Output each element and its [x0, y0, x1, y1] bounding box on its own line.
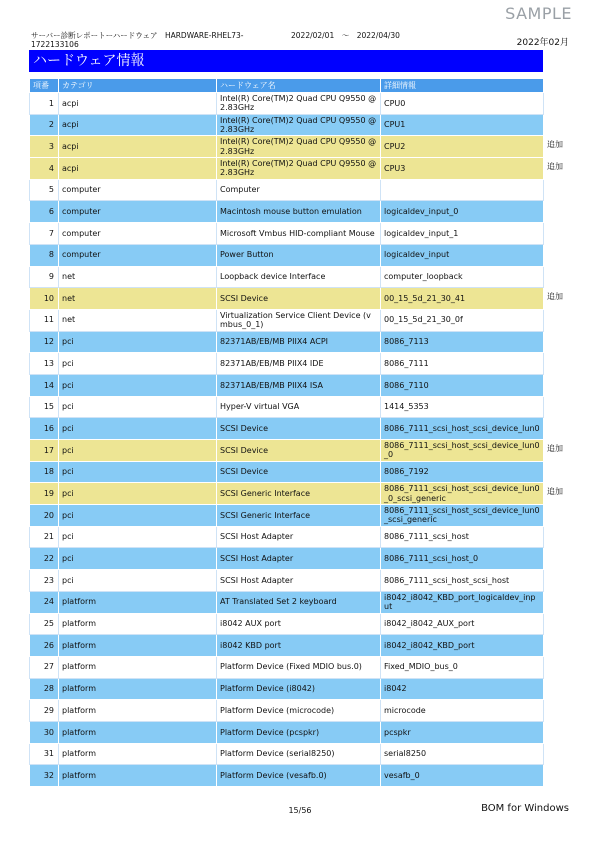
cell-hardware-name: Microsoft Vmbus HID-compliant Mouse: [217, 223, 381, 245]
cell-detail: 8086_7111_scsi_host_scsi_device_lun0: [381, 418, 544, 440]
cell-hardware-name: 82371AB/EB/MB PIIX4 ACPI: [217, 331, 381, 353]
cell-hardware-name: SCSI Device: [217, 418, 381, 440]
cell-no: 21: [30, 526, 59, 548]
table-row: [30, 396, 544, 418]
cell-hardware-name: i8042 KBD port: [217, 635, 381, 657]
notes-column: [547, 91, 577, 785]
row-note: [547, 460, 577, 482]
cell-detail: CPU3: [381, 158, 544, 180]
row-note: [547, 525, 577, 547]
cell-no: 31: [30, 743, 59, 765]
cell-no: 12: [30, 331, 59, 353]
cell-category: pci: [59, 526, 217, 548]
cell-category: platform: [59, 635, 217, 657]
table-row: [30, 613, 544, 635]
cell-detail: 8086_7113: [381, 331, 544, 353]
cell-category: platform: [59, 765, 217, 787]
cell-category: platform: [59, 743, 217, 765]
table-row: [30, 635, 544, 657]
cell-detail: serial8250: [381, 743, 544, 765]
row-note: 追加: [547, 140, 563, 150]
cell-category: acpi: [59, 136, 217, 158]
cell-no: 11: [30, 309, 59, 331]
cell-category: pci: [59, 331, 217, 353]
cell-category: pci: [59, 570, 217, 592]
row-note: [547, 763, 577, 785]
cell-category: platform: [59, 656, 217, 678]
row-note: [547, 351, 577, 373]
cell-no: 25: [30, 613, 59, 635]
cell-detail: pcspkr: [381, 721, 544, 743]
hardware-table: [29, 78, 544, 787]
cell-no: 17: [30, 440, 59, 462]
cell-category: computer: [59, 179, 217, 201]
cell-detail: vesafb_0: [381, 765, 544, 787]
cell-detail: i8042_i8042_KBD_port: [381, 635, 544, 657]
cell-no: 18: [30, 461, 59, 483]
cell-detail: 1414_5353: [381, 396, 544, 418]
row-note: [547, 655, 577, 677]
cell-hardware-name: Hyper-V virtual VGA: [217, 396, 381, 418]
cell-hardware-name: Intel(R) Core(TM)2 Quad CPU Q9550 @ 2.83GHz: [217, 114, 381, 136]
cell-no: 2: [30, 114, 59, 136]
cell-category: platform: [59, 678, 217, 700]
cell-no: 4: [30, 158, 59, 180]
cell-no: 29: [30, 700, 59, 722]
cell-no: 32: [30, 765, 59, 787]
cell-detail: CPU2: [381, 136, 544, 158]
table-row: [30, 526, 544, 548]
table-row: [30, 591, 544, 613]
cell-category: platform: [59, 591, 217, 613]
cell-category: acpi: [59, 93, 217, 115]
report-month: 2022年02月: [516, 38, 569, 48]
table-row: [30, 440, 544, 462]
table-row: [30, 244, 544, 266]
table-row: [30, 765, 544, 787]
table-row: [30, 461, 544, 483]
cell-hardware-name: Platform Device (microcode): [217, 700, 381, 722]
cell-category: pci: [59, 396, 217, 418]
cell-no: 23: [30, 570, 59, 592]
cell-category: pci: [59, 483, 217, 505]
cell-detail: logicaldev_input_1: [381, 223, 544, 245]
cell-no: 27: [30, 656, 59, 678]
cell-detail: 8086_7111_scsi_host_scsi_host: [381, 570, 544, 592]
cell-no: 28: [30, 678, 59, 700]
row-note: 追加: [547, 162, 563, 172]
cell-no: 24: [30, 591, 59, 613]
row-note: 追加: [547, 292, 563, 302]
table-row: [30, 721, 544, 743]
page-number: 15/56: [288, 806, 312, 815]
table-row: [30, 418, 544, 440]
cell-detail: logicaldev_input: [381, 244, 544, 266]
cell-detail: i8042: [381, 678, 544, 700]
cell-detail: [381, 179, 544, 201]
cell-category: net: [59, 266, 217, 288]
table-row: [30, 656, 544, 678]
row-note: [547, 330, 577, 352]
table-row: [30, 678, 544, 700]
cell-detail: 8086_7111_scsi_host_scsi_device_lun0_0: [381, 440, 544, 462]
cell-hardware-name: Intel(R) Core(TM)2 Quad CPU Q9550 @ 2.83GHz: [217, 158, 381, 180]
section-banner: ハードウェア情報: [29, 50, 543, 72]
row-note: [547, 416, 577, 438]
cell-hardware-name: Loopback device Interface: [217, 266, 381, 288]
cell-category: computer: [59, 223, 217, 245]
cell-hardware-name: Platform Device (pcspkr): [217, 721, 381, 743]
cell-detail: microcode: [381, 700, 544, 722]
cell-detail: 8086_7192: [381, 461, 544, 483]
row-note: [547, 742, 577, 764]
cell-hardware-name: SCSI Device: [217, 288, 381, 310]
cell-no: 26: [30, 635, 59, 657]
cell-detail: logicaldev_input_0: [381, 201, 544, 223]
row-note: [547, 503, 577, 525]
cell-category: acpi: [59, 114, 217, 136]
cell-detail: 8086_7111: [381, 353, 544, 375]
cell-detail: 00_15_5d_21_30_0f: [381, 309, 544, 331]
cell-no: 16: [30, 418, 59, 440]
cell-detail: CPU0: [381, 93, 544, 115]
table-row: [30, 483, 544, 505]
cell-no: 5: [30, 179, 59, 201]
cell-category: platform: [59, 700, 217, 722]
column-header-no: 項番: [30, 79, 59, 93]
cell-no: 19: [30, 483, 59, 505]
row-note: [547, 265, 577, 287]
cell-no: 8: [30, 244, 59, 266]
table-row: [30, 158, 544, 180]
table-row: [30, 505, 544, 527]
cell-hardware-name: Platform Device (vesafb.0): [217, 765, 381, 787]
cell-detail: computer_loopback: [381, 266, 544, 288]
table-row: [30, 266, 544, 288]
row-note: [547, 308, 577, 330]
cell-hardware-name: SCSI Generic Interface: [217, 505, 381, 527]
cell-no: 30: [30, 721, 59, 743]
cell-hardware-name: SCSI Device: [217, 440, 381, 462]
table-row: [30, 331, 544, 353]
cell-no: 9: [30, 266, 59, 288]
table-row: [30, 179, 544, 201]
sample-watermark: SAMPLE: [505, 4, 572, 23]
footer-brand: BOM for Windows: [481, 803, 569, 814]
cell-no: 20: [30, 505, 59, 527]
row-note: [547, 590, 577, 612]
row-note: 追加: [547, 487, 563, 497]
cell-no: 22: [30, 548, 59, 570]
cell-hardware-name: SCSI Host Adapter: [217, 548, 381, 570]
column-header-detail: 詳細情報: [381, 79, 544, 93]
table-row: [30, 223, 544, 245]
row-note: [547, 178, 577, 200]
table-body: [30, 93, 544, 787]
cell-detail: 00_15_5d_21_30_41: [381, 288, 544, 310]
cell-detail: 8086_7111_scsi_host_0: [381, 548, 544, 570]
cell-hardware-name: Platform Device (serial8250): [217, 743, 381, 765]
column-header-hardware-name: ハードウェア名: [217, 79, 381, 93]
column-header-category: カテゴリ: [59, 79, 217, 93]
cell-hardware-name: SCSI Host Adapter: [217, 526, 381, 548]
cell-category: computer: [59, 201, 217, 223]
cell-no: 7: [30, 223, 59, 245]
cell-category: computer: [59, 244, 217, 266]
cell-category: acpi: [59, 158, 217, 180]
cell-hardware-name: Virtualization Service Client Device (vmbus_0_1): [217, 309, 381, 331]
row-note: [547, 720, 577, 742]
cell-hardware-name: Intel(R) Core(TM)2 Quad CPU Q9550 @ 2.83GHz: [217, 136, 381, 158]
cell-category: platform: [59, 721, 217, 743]
table-row: [30, 700, 544, 722]
cell-no: 14: [30, 374, 59, 396]
table-row: [30, 114, 544, 136]
cell-category: pci: [59, 440, 217, 462]
table-header-row: [30, 79, 544, 93]
table-row: [30, 288, 544, 310]
report-title: サーバー診断レポートーハードウェア HARDWARE-RHEL73-1722133106: [31, 31, 244, 49]
table-row: [30, 309, 544, 331]
cell-detail: 8086_7111_scsi_host: [381, 526, 544, 548]
cell-no: 6: [30, 201, 59, 223]
cell-category: pci: [59, 505, 217, 527]
cell-hardware-name: SCSI Generic Interface: [217, 483, 381, 505]
cell-category: pci: [59, 418, 217, 440]
table-row: [30, 374, 544, 396]
cell-hardware-name: SCSI Host Adapter: [217, 570, 381, 592]
date-range: 2022/02/01 ～ 2022/04/30: [291, 31, 400, 40]
cell-hardware-name: Platform Device (i8042): [217, 678, 381, 700]
table-row: [30, 743, 544, 765]
cell-category: pci: [59, 548, 217, 570]
cell-detail: i8042_i8042_AUX_port: [381, 613, 544, 635]
cell-hardware-name: AT Translated Set 2 keyboard: [217, 591, 381, 613]
table-row: [30, 570, 544, 592]
row-note: [547, 199, 577, 221]
table-row: [30, 548, 544, 570]
cell-no: 1: [30, 93, 59, 115]
cell-detail: CPU1: [381, 114, 544, 136]
row-note: [547, 568, 577, 590]
table-row: [30, 353, 544, 375]
cell-detail: 8086_7111_scsi_host_scsi_device_lun0_0_scsi_generic: [381, 483, 544, 505]
cell-detail: i8042_i8042_KBD_port_logicaldev_input: [381, 591, 544, 613]
cell-no: 13: [30, 353, 59, 375]
cell-no: 3: [30, 136, 59, 158]
row-note: [547, 91, 577, 113]
cell-category: net: [59, 309, 217, 331]
cell-category: pci: [59, 374, 217, 396]
cell-hardware-name: 82371AB/EB/MB PIIX4 ISA: [217, 374, 381, 396]
cell-hardware-name: Platform Device (Fixed MDIO bus.0): [217, 656, 381, 678]
row-note: [547, 546, 577, 568]
cell-hardware-name: Power Button: [217, 244, 381, 266]
cell-detail: 8086_7111_scsi_host_scsi_device_lun0_scsi_generic: [381, 505, 544, 527]
row-note: [547, 243, 577, 265]
row-note: [547, 677, 577, 699]
cell-category: platform: [59, 613, 217, 635]
row-note: [547, 612, 577, 634]
cell-hardware-name: i8042 AUX port: [217, 613, 381, 635]
row-note: [547, 221, 577, 243]
row-note: [547, 633, 577, 655]
row-note: [547, 373, 577, 395]
cell-detail: Fixed_MDIO_bus_0: [381, 656, 544, 678]
cell-hardware-name: SCSI Device: [217, 461, 381, 483]
cell-category: pci: [59, 353, 217, 375]
cell-hardware-name: 82371AB/EB/MB PIIX4 IDE: [217, 353, 381, 375]
row-note: [547, 113, 577, 135]
cell-hardware-name: Intel(R) Core(TM)2 Quad CPU Q9550 @ 2.83GHz: [217, 93, 381, 115]
row-note: [547, 395, 577, 417]
cell-detail: 8086_7110: [381, 374, 544, 396]
row-note: 追加: [547, 444, 563, 453]
table-row: [30, 93, 544, 115]
cell-hardware-name: Computer: [217, 179, 381, 201]
table-row: [30, 201, 544, 223]
cell-category: net: [59, 288, 217, 310]
cell-no: 15: [30, 396, 59, 418]
table-row: [30, 136, 544, 158]
cell-category: pci: [59, 461, 217, 483]
cell-hardware-name: Macintosh mouse button emulation: [217, 201, 381, 223]
row-note: [547, 698, 577, 720]
cell-no: 10: [30, 288, 59, 310]
